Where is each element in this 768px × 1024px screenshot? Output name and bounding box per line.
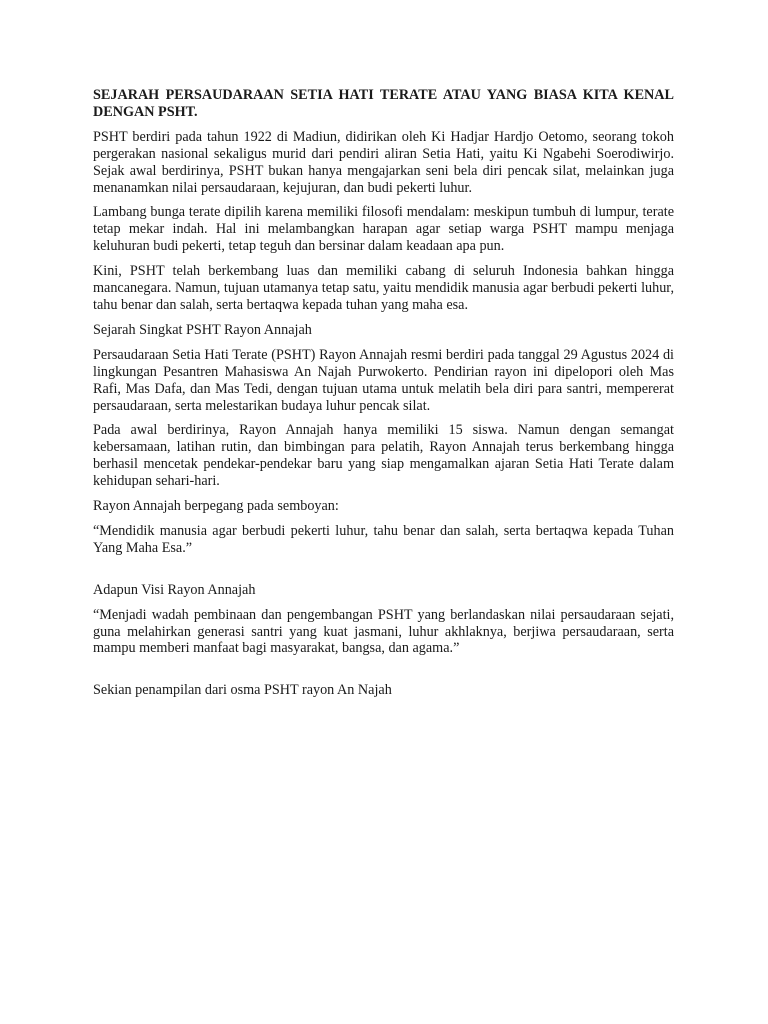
document-title: SEJARAH PERSAUDARAAN SETIA HATI TERATE ATAU YANG BIASA KITA KENAL DENGAN PSHT. <box>93 87 674 120</box>
motto-quote: “Mendidik manusia agar berbudi pekerti luhur, tahu benar dan salah, serta bertaqwa kepada Tuhan Yang Maha Esa.” <box>93 522 674 556</box>
motto-intro: Rayon Annajah berpegang pada semboyan: <box>93 498 339 515</box>
heading-vision: Adapun Visi Rayon Annajah <box>93 581 256 598</box>
closing-line: Sekian penampilan dari osma PSHT rayon An Najah <box>93 682 392 699</box>
spacer <box>93 565 674 582</box>
document-page <box>93 87 674 707</box>
paragraph-growth: Kini, PSHT telah berkembang luas dan memiliki cabang di seluruh Indonesia bahkan hingga mancanegara. Namun, tujuan utamanya tetap satu, yaitu mendidik manusia agar berbudi pekerti luhur, tahu benar dan salah, serta bertaqwa kepada tuhan yang maha esa. <box>93 263 674 313</box>
paragraph-rayon-growth: Pada awal berdirinya, Rayon Annajah hanya memiliki 15 siswa. Namun dengan semangat kebersamaan, latihan rutin, dan bimbingan para pelatih, Rayon Annajah terus berkembang hingga berhasil mencetak pendekar-pendekar baru yang siap mengamalkan ajaran Setia Hati Terate dalam kehidupan sehari-hari. <box>93 422 674 490</box>
paragraph-history: PSHT berdiri pada tahun 1922 di Madiun, didirikan oleh Ki Hadjar Hardjo Oetomo, seorang tokoh pergerakan nasional sekaligus murid dari pendiri aliran Setia Hati, yaitu Ki Ngabehi Soerodiwirjo. Sejak awal berdirinya, PSHT bukan hanya mengajarkan seni bela diri pencak silat, melainkan juga menanamkan nilai persaudaraan, kejujuran, dan budi pekerti luhur. <box>93 128 674 196</box>
vision-quote: “Menjadi wadah pembinaan dan pengembangan PSHT yang berlandaskan nilai persaudaraan sejati, guna melahirkan generasi santri yang kuat jasmani, luhur akhlaknya, berjiwa persaudaraan, serta mampu memberi manfaat bagi masyarakat, bangsa, dan agama.” <box>93 606 674 657</box>
spacer <box>93 665 674 682</box>
heading-rayon-history: Sejarah Singkat PSHT Rayon Annajah <box>93 321 312 338</box>
paragraph-rayon-founding: Persaudaraan Setia Hati Terate (PSHT) Rayon Annajah resmi berdiri pada tanggal 29 Agustus 2024 di lingkungan Pesantren Mahasiswa An Najah Purwokerto. Pendirian rayon ini dipelopori oleh Mas Rafi, Mas Dafa, dan Mas Tedi, dengan tujuan utama untuk melatih bela diri para santri, mempererat persaudaraan, serta melestarikan budaya luhur pencak silat. <box>93 346 674 414</box>
paragraph-lotus-symbol: Lambang bunga terate dipilih karena memiliki filosofi mendalam: meskipun tumbuh di lumpur, terate tetap mekar indah. Hal ini melambangkan harapan agar setiap warga PSHT mampu menjaga keluhuran budi pekerti, tetap teguh dan bersinar dalam keadaan apa pun. <box>93 204 674 255</box>
